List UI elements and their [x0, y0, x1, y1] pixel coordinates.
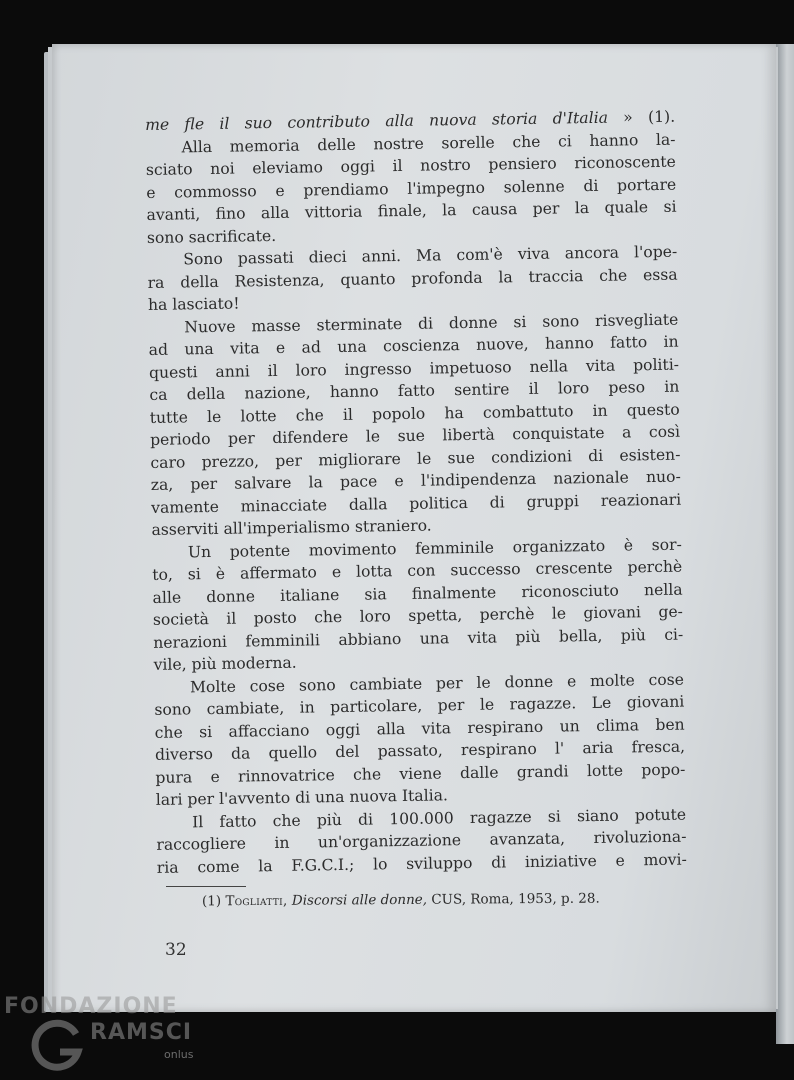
- footnote-divider: [166, 886, 246, 887]
- g-logo-icon: [30, 1018, 86, 1074]
- text-line: Molte cose sono cambiate per le donne e molte cose: [189, 670, 685, 696]
- body-text: [145, 106, 687, 879]
- footnote: [202, 891, 600, 910]
- next-page-edge: [776, 44, 794, 1044]
- text-line: lari per l'avvento di una nuova Italia.: [155, 786, 449, 809]
- text-line: ha lasciato!: [147, 294, 240, 314]
- text-line: nerazioni femminili abbiano una vita più bella, più ci-: [153, 625, 684, 652]
- text-line: raccogliere in un'organizzazione avanzata, rivoluziona-: [156, 827, 687, 854]
- footnote-title: Discorsi alle donne,: [291, 891, 428, 909]
- quote-end: » (1).: [607, 107, 676, 127]
- text-line: vamente minacciate dalla politica di gruppi reazionari: [151, 490, 682, 517]
- text-line: che si affacciano oggi alla vita respirano un clima ben: [154, 715, 685, 742]
- text-line: diverso da quello del passato, respirano l' aria fresca,: [154, 737, 686, 764]
- text-line: ria come la F.G.C.I.; lo sviluppo di iniziative e movi-: [156, 850, 687, 877]
- text-line: Un potente movimento femminile organizzato è sor-: [187, 535, 682, 561]
- text-line: pura e rinnovatrice che viene dalle grandi lotte popo-: [155, 760, 686, 787]
- footnote-marker: (1): [201, 893, 222, 910]
- italic-quote: me fle il suo contributo alla nuova storia d'Italia: [145, 108, 609, 134]
- text-line: ad una vita e ad una coscienza nuove, hanno fatto in: [148, 332, 679, 359]
- text-line: ra della Resistenza, quanto profonda la traccia che essa: [147, 265, 678, 292]
- text-line: alle donne italiane sia finalmente riconosciuto nella: [152, 580, 683, 607]
- text-line: e commosso e prendiamo l'impegno solenne di portare: [146, 175, 677, 202]
- text-line: tutte le lotte che il popolo ha combattuto in questo: [149, 400, 680, 427]
- watermark-suffix: onlus: [164, 1048, 194, 1061]
- watermark-line2: RAMSCI: [90, 1020, 193, 1045]
- text-line: avanti, fino alla vittoria finale, la causa per la quale si: [146, 197, 677, 224]
- footnote-source: CUS, Roma, 1953, p. 28.: [431, 890, 600, 908]
- page-number: 32: [165, 940, 187, 960]
- text-line: Nuove masse sterminate di donne si sono risvegliate: [184, 310, 679, 336]
- text-line: questi anni il loro ingresso impetuoso nella vita politi-: [148, 355, 680, 382]
- text-line: sciato noi eleviamo oggi il nostro pensiero riconoscente: [145, 152, 676, 179]
- text-line: asserviti all'imperialismo straniero.: [151, 516, 432, 539]
- text-line: Il fatto che più di 100.000 ragazze si siano potute: [191, 805, 687, 831]
- text-line: caro prezzo, per migliorare le sue condizioni di esisten-: [150, 445, 681, 472]
- text-line: sono cambiate, in particolare, per le ragazze. Le giovani: [154, 692, 685, 719]
- text-line: Alla memoria delle nostre sorelle che ci hanno la-: [181, 130, 676, 156]
- text-line: ca della nazione, hanno fatto sentire il loro peso in: [149, 377, 680, 404]
- text-line: sono sacrificate.: [146, 226, 277, 247]
- text-line: Sono passati dieci anni. Ma com'è viva ancora l'ope-: [183, 242, 678, 269]
- footnote-author: Togliatti,: [225, 892, 288, 910]
- watermark-line1: FONDAZIONE: [4, 994, 178, 1019]
- text-line: za, per salvare la pace e l'indipendenza nazionale nuo-: [150, 467, 681, 494]
- text-line: vile, più moderna.: [153, 653, 297, 674]
- text-line: società il posto che loro spetta, perchè le giovani ge-: [152, 602, 684, 629]
- text-line: periodo per difendere le sue libertà conquistate a così: [149, 422, 681, 449]
- text-line: to, si è affermato e lotta con successo crescente perchè: [152, 557, 683, 584]
